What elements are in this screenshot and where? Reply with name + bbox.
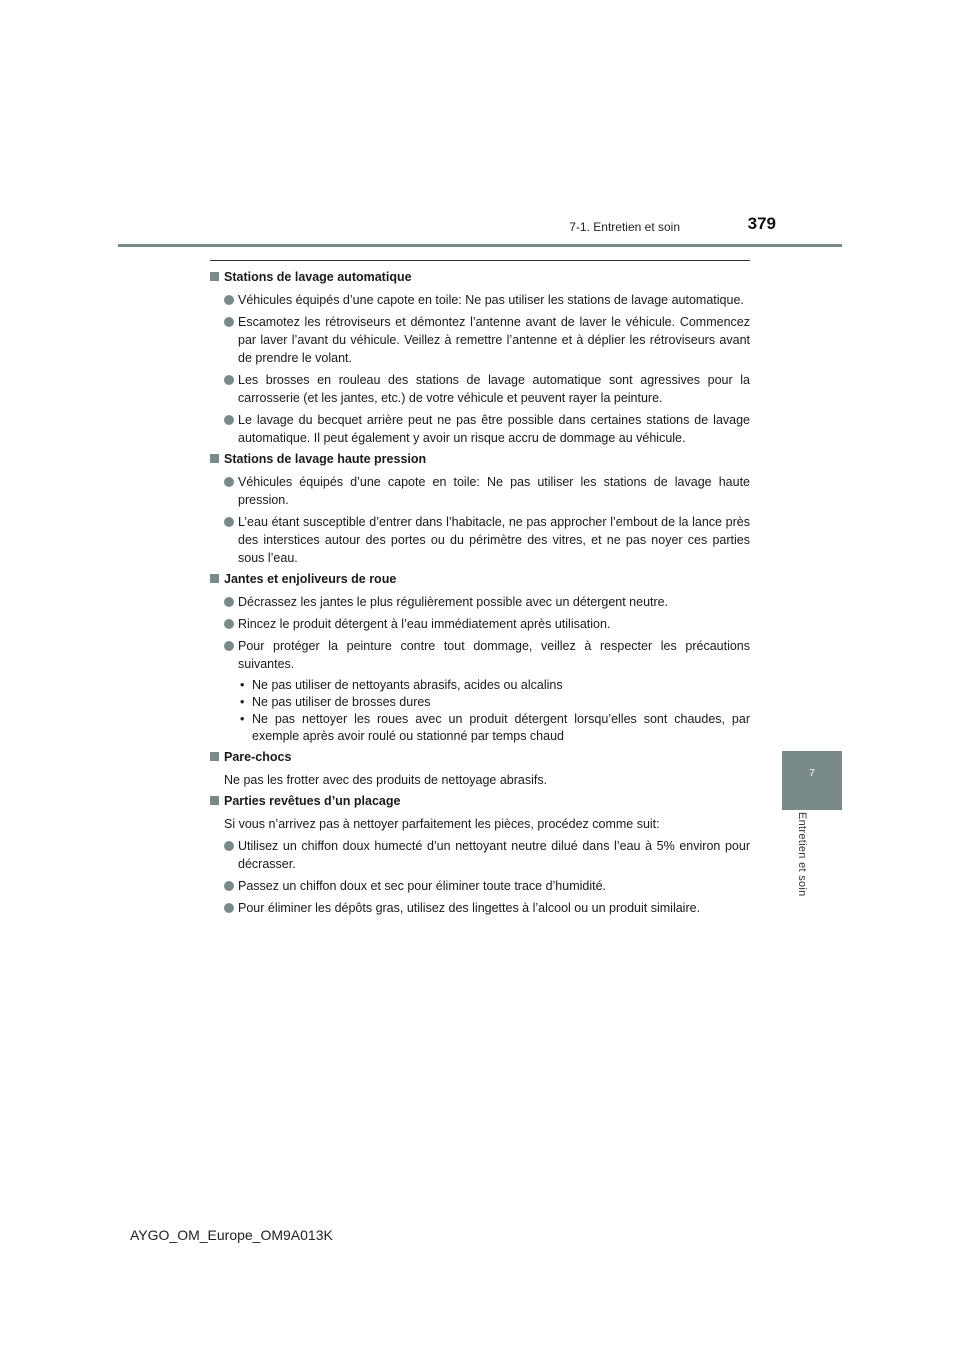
square-bullet-icon xyxy=(210,272,219,281)
section-heading: Parties revêtues d’un placage xyxy=(210,793,750,810)
precautions-list xyxy=(210,677,750,745)
round-bullet-icon xyxy=(224,597,234,607)
list-item: Véhicules équipés d’une capote en toile: Ne pas utiliser les stations de lavage haute pression. xyxy=(210,473,750,509)
list-item: Pour protéger la peinture contre tout dommage, veillez à respecter les précautions suivantes. xyxy=(210,637,750,673)
sub-list-item: • Ne pas utiliser de brosses dures xyxy=(240,695,431,709)
section-heading: Stations de lavage automatique xyxy=(210,269,750,286)
content xyxy=(210,260,750,921)
round-bullet-icon xyxy=(224,619,234,629)
list-item: Les brosses en rouleau des stations de lavage automatique sont agressives pour la carrosserie (et les jantes, etc.) de votre véhicule et peuvent rayer la peinture. xyxy=(210,371,750,407)
sub-list-item: • Ne pas nettoyer les roues avec un produit détergent lorsqu’elles sont chaudes, par exemple après avoir roulé ou stationné par temps chaud xyxy=(240,712,750,743)
section-heading: Stations de lavage haute pression xyxy=(210,451,750,468)
round-bullet-icon xyxy=(224,903,234,913)
square-bullet-icon xyxy=(210,796,219,805)
list-item: Utilisez un chiffon doux humecté d’un nettoyant neutre dilué dans l’eau à 5% environ pour décrasser. xyxy=(210,837,750,873)
list-item: Le lavage du becquet arrière peut ne pas être possible dans certaines stations de lavage automatique. Il peut également y avoir un risque accru de dommage au véhicule. xyxy=(210,411,750,447)
list-item: L’eau étant susceptible d’entrer dans l’habitacle, ne pas approcher l’embout de la lance près des interstices autour des portes ou du périmètre des vitres, et ne pas noyer ces parties sous l’eau. xyxy=(210,513,750,567)
square-bullet-icon xyxy=(210,752,219,761)
list-item: Pour éliminer les dépôts gras, utilisez des lingettes à l’alcool ou un produit similaire. xyxy=(210,899,750,917)
round-bullet-icon xyxy=(224,477,234,487)
header-rule xyxy=(118,244,842,247)
round-bullet-icon xyxy=(224,295,234,305)
chapter-number: 7 xyxy=(809,768,815,779)
round-bullet-icon xyxy=(224,375,234,385)
square-bullet-icon xyxy=(210,574,219,583)
chapter-tab xyxy=(782,751,842,810)
list-item: Escamotez les rétroviseurs et démontez l’antenne avant de laver le véhicule. Commencez par laver l’avant du véhicule. Veillez à remettre l’antenne et à déplier les rétroviseurs avant de prendre le volant. xyxy=(210,313,750,367)
round-bullet-icon xyxy=(224,881,234,891)
round-bullet-icon xyxy=(224,317,234,327)
section-title: 7-1. Entretien et soin xyxy=(569,220,680,234)
list-item: Passez un chiffon doux et sec pour éliminer toute trace d’humidité. xyxy=(210,877,750,895)
chapter-label: Entretien et soin xyxy=(796,812,808,897)
round-bullet-icon xyxy=(224,641,234,651)
round-bullet-icon xyxy=(224,841,234,851)
page-number: 379 xyxy=(747,214,776,233)
paragraph: Si vous n’arrivez pas à nettoyer parfaitement les pièces, procédez comme suit: xyxy=(224,817,660,831)
list-item: Rincez le produit détergent à l’eau immédiatement après utilisation. xyxy=(210,615,750,633)
paragraph: Ne pas les frotter avec des produits de nettoyage abrasifs. xyxy=(224,773,548,787)
round-bullet-icon xyxy=(224,415,234,425)
square-bullet-icon xyxy=(210,454,219,463)
round-bullet-icon xyxy=(224,517,234,527)
sub-list-item: • Ne pas utiliser de nettoyants abrasifs, acides ou alcalins xyxy=(240,678,563,692)
footer-doc-id: AYGO_OM_Europe_OM9A013K xyxy=(130,1227,333,1243)
list-item: Décrassez les jantes le plus régulièrement possible avec un détergent neutre. xyxy=(210,593,750,611)
list-item: Véhicules équipés d’une capote en toile: Ne pas utiliser les stations de lavage automatique. xyxy=(210,291,750,309)
section-heading: Pare-chocs xyxy=(210,749,750,766)
section-heading: Jantes et enjoliveurs de roue xyxy=(210,571,750,588)
